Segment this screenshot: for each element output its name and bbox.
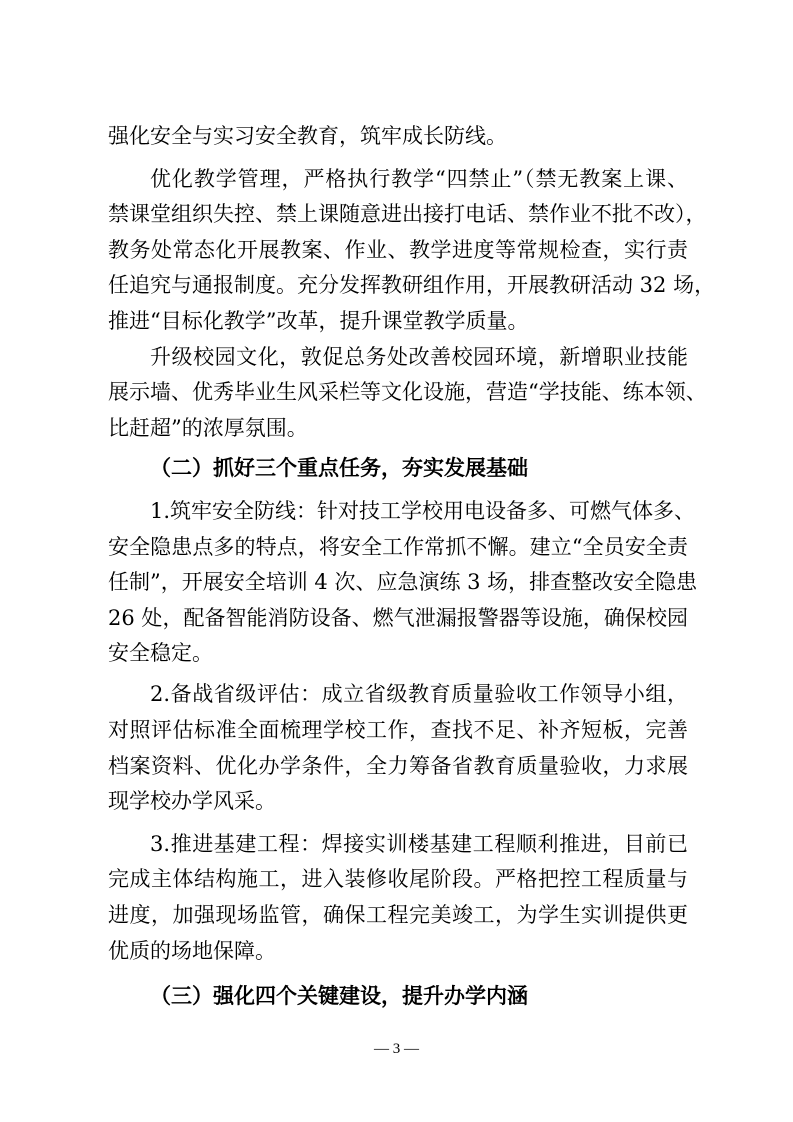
- paragraph-line: 档案资料、优化办学条件，全力筹备省教育质量验收，力求展: [108, 754, 688, 778]
- paragraph-line: 1.筑牢安全防线：针对技工学校用电设备多、可燃气体多、: [150, 499, 696, 523]
- paragraph-line: 升级校园文化，敦促总务处改善校园环境，新增职业技能: [150, 345, 688, 369]
- paragraph-line: 进度，加强现场监管，确保工程完美竣工，为学生实训提供更: [108, 903, 688, 927]
- paragraph-line: 优化教学管理，严格执行教学“四禁止”（禁无教案上课、: [150, 167, 688, 191]
- paragraph-line: 完成主体结构施工，进入装修收尾阶段。严格把控工程质量与: [108, 867, 688, 891]
- paragraph-line: 优质的场地保障。: [108, 939, 276, 963]
- paragraph-line: 安全隐患点多的特点，将安全工作常抓不懈。建立“全员安全责: [108, 535, 688, 559]
- section-heading: （二）抓好三个重点任务，夯实发展基础: [150, 455, 528, 480]
- paragraph-line: 26 处，配备智能消防设备、燃气泄漏报警器等设施，确保校园: [108, 606, 688, 630]
- paragraph-line: 2.备战省级评估：成立省级教育质量验收工作领导小组，: [150, 682, 688, 706]
- paragraph-line: 展示墙、优秀毕业生风采栏等文化设施，营造“学技能、练本领、: [108, 380, 707, 404]
- paragraph-line: 3.推进基建工程：焊接实训楼基建工程顺利推进，目前已: [150, 832, 688, 856]
- paragraph-line: 现学校办学风采。: [108, 789, 276, 813]
- paragraph-line: 对照评估标准全面梳理学校工作，查找不足、补齐短板，完善: [108, 718, 688, 742]
- paragraph-line: 任追究与通报制度。充分发挥教研组作用，开展教研活动 32 场，: [108, 273, 716, 297]
- paragraph-line: 安全稳定。: [108, 641, 213, 665]
- page-number: — 3 —: [374, 1041, 419, 1057]
- paragraph-line: 推进“目标化教学”改革，提升课堂教学质量。: [108, 309, 529, 333]
- paragraph-line: 比赶超”的浓厚氛围。: [108, 416, 308, 440]
- paragraph-line: 强化安全与实习安全教育，筑牢成长防线。: [108, 124, 507, 148]
- section-heading: （三）强化四个关键建设，提升办学内涵: [150, 983, 528, 1008]
- paragraph-line: 禁课堂组织失控、禁上课随意进出接打电话、禁作业不批不改），: [108, 202, 707, 226]
- paragraph-line: 教务处常态化开展教案、作业、教学进度等常规检查，实行责: [108, 238, 688, 262]
- paragraph-line: 任制”，开展安全培训 4 次、应急演练 3 场，排查整改安全隐患: [108, 570, 698, 594]
